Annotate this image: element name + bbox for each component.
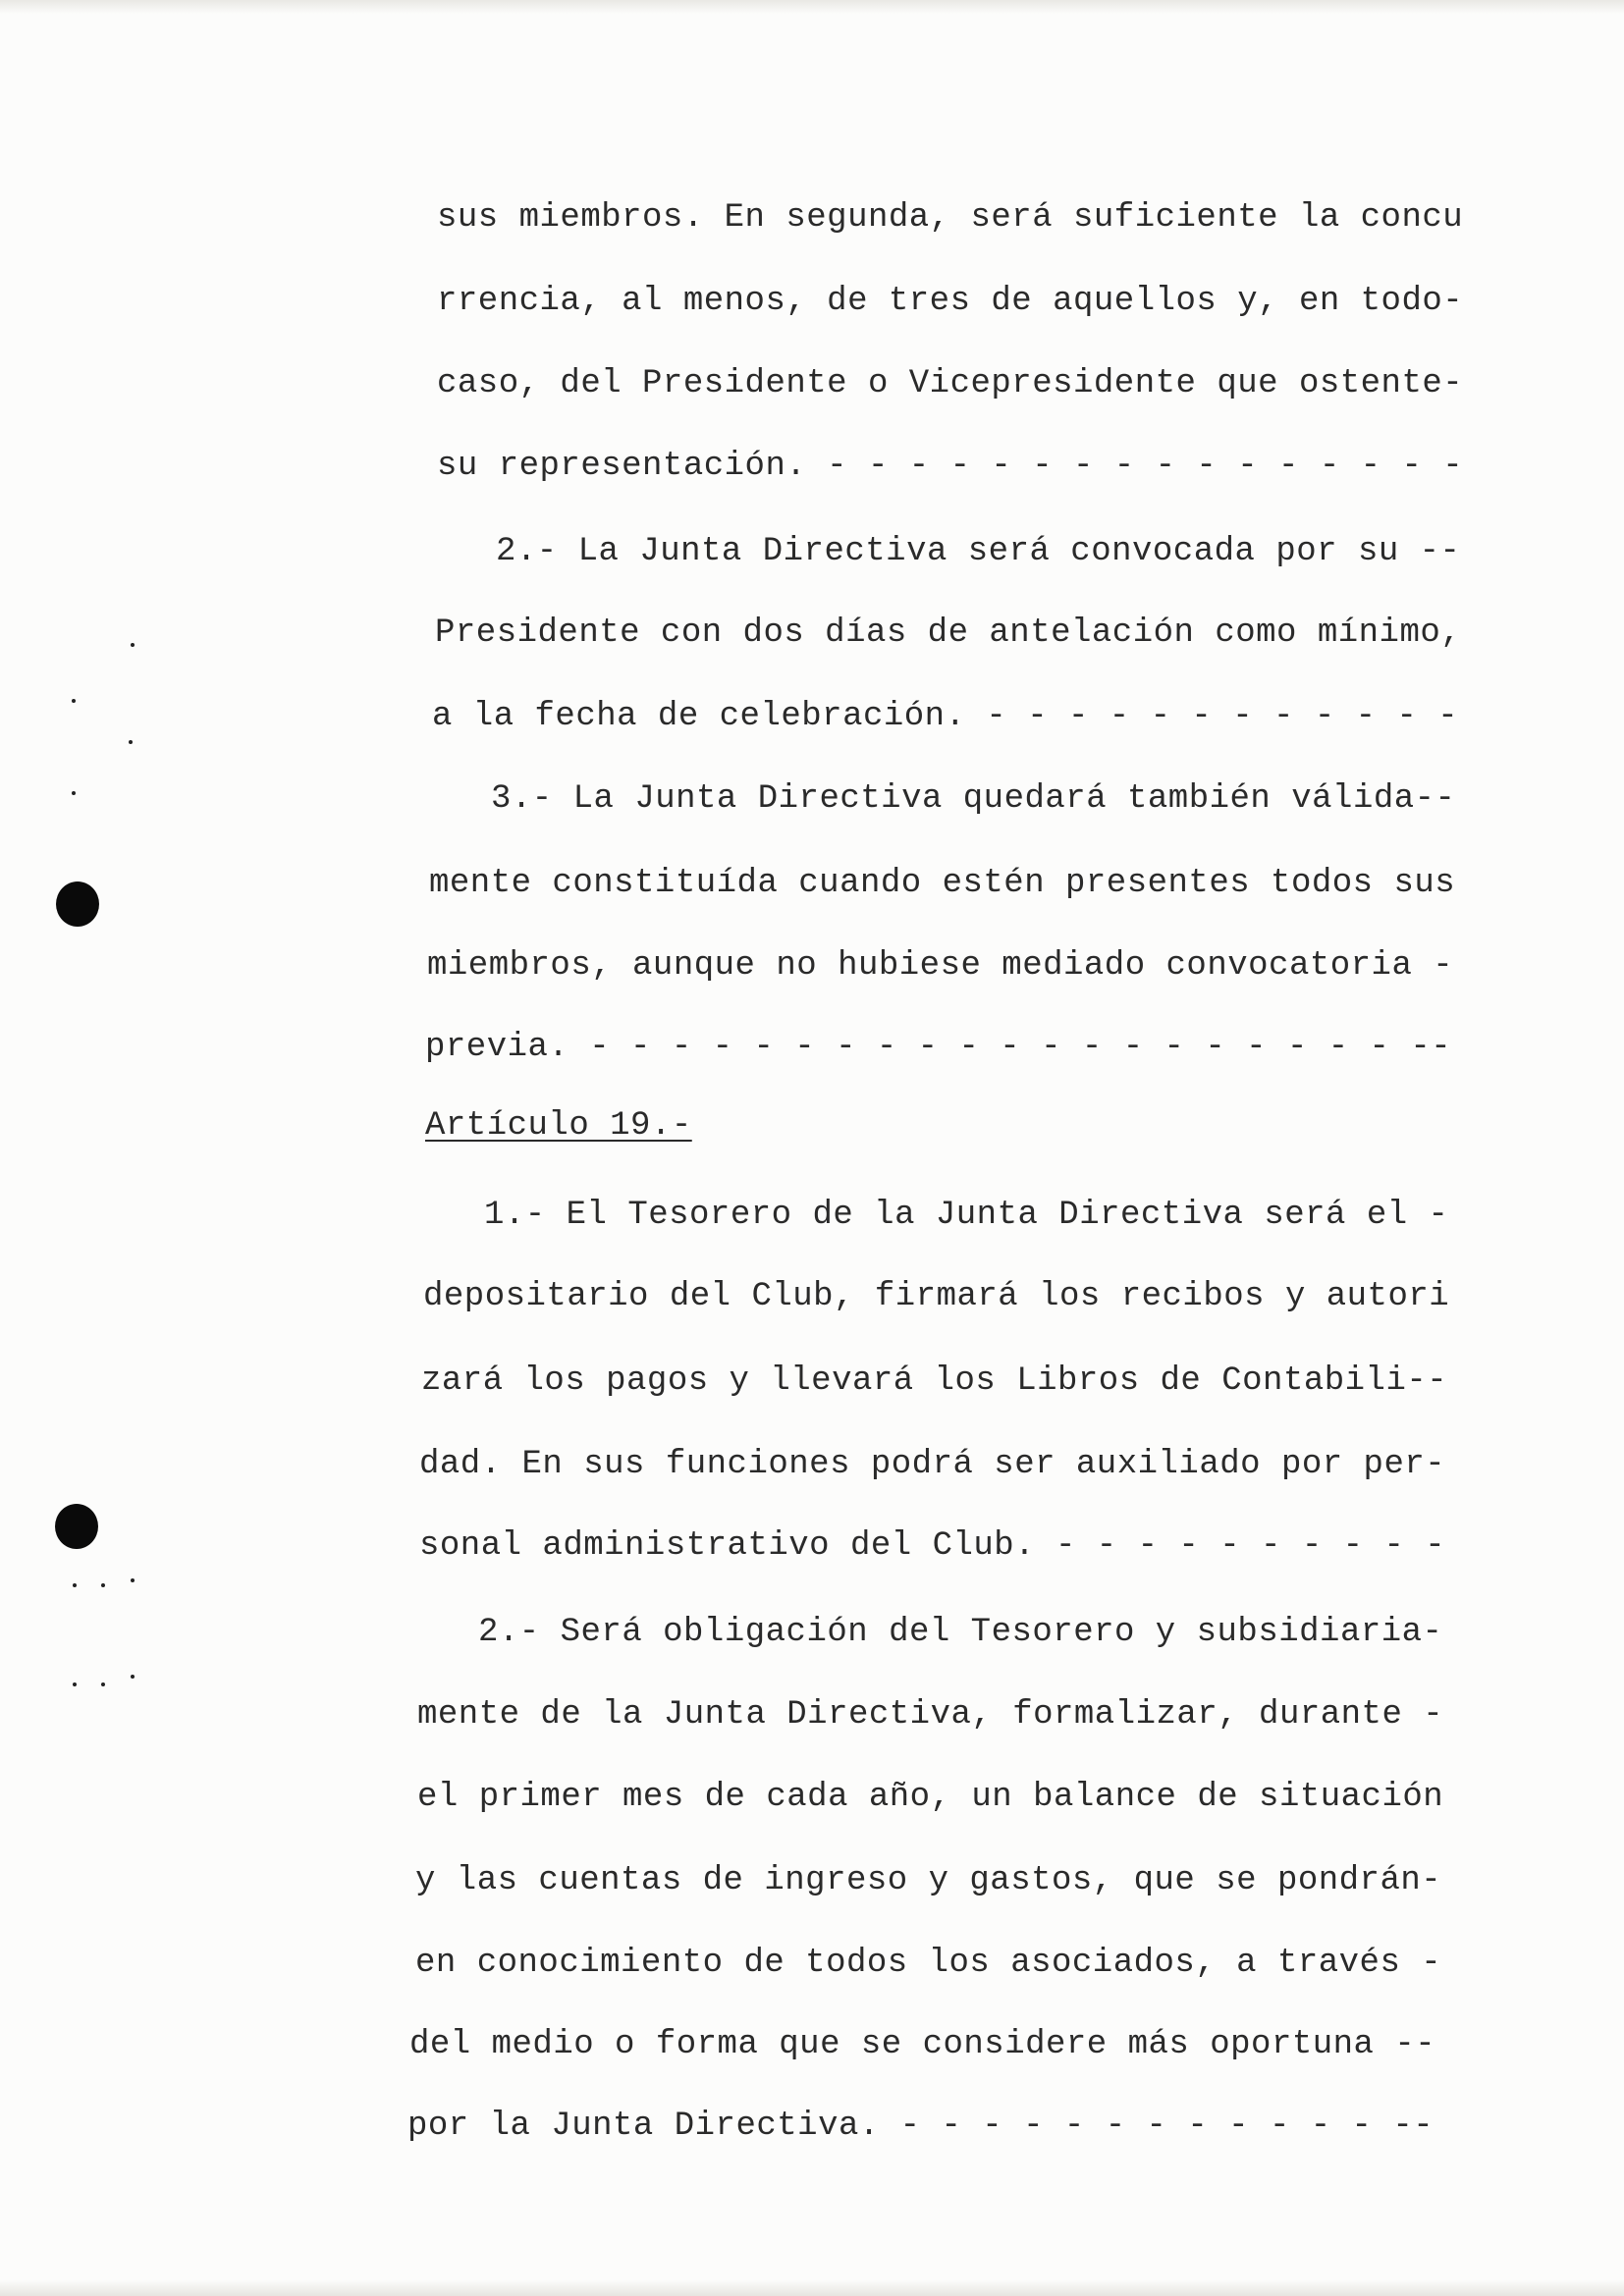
text-line: dad. En sus funciones podrá ser auxiliado por per- <box>419 1446 1446 1483</box>
speck <box>72 699 76 703</box>
text-line: su representación. - - - - - - - - - - - - - - - - <box>437 448 1464 485</box>
text-line: el primer mes de cada año, un balance de situación <box>417 1779 1444 1816</box>
text-line: rrencia, al menos, de tres de aquellos y, en todo- <box>437 283 1464 320</box>
speck <box>101 1682 105 1686</box>
text-line: sus miembros. En segunda, será suficiente la concu <box>437 199 1464 237</box>
text-line: mente constituída cuando estén presentes todos sus <box>429 865 1456 902</box>
text-line: 3.- La Junta Directiva quedará también válida-- <box>491 780 1456 818</box>
text-line: mente de la Junta Directiva, formalizar, durante - <box>417 1696 1444 1734</box>
text-line: zará los pagos y llevará los Libros de Contabili-- <box>421 1362 1448 1400</box>
speck <box>131 1578 135 1582</box>
text-line: previa. - - - - - - - - - - - - - - - - - - - - -- <box>425 1029 1452 1066</box>
speck <box>129 740 133 744</box>
text-line: a la fecha de celebración. - - - - - - - - - - - - <box>432 698 1459 735</box>
article-heading: Artículo 19.- <box>425 1107 692 1145</box>
page-top-edge <box>0 0 1624 14</box>
text-line: 2.- La Junta Directiva será convocada por su -- <box>496 533 1461 570</box>
text-line: del medio o forma que se considere más oportuna -- <box>409 2026 1436 2063</box>
text-line: caso, del Presidente o Vicepresidente que ostente- <box>437 365 1464 402</box>
text-line: en conocimiento de todos los asociados, a través - <box>415 1945 1442 1982</box>
text-line: 2.- Será obligación del Tesorero y subsidiaria- <box>478 1614 1443 1651</box>
text-line: sonal administrativo del Club. - - - - - - - - - - <box>419 1527 1446 1565</box>
text-line: Presidente con dos días de antelación como mínimo, <box>435 614 1462 652</box>
text-line: 1.- El Tesorero de la Junta Directiva será el - <box>484 1197 1449 1234</box>
punch-hole-upper <box>56 881 99 927</box>
punch-hole-lower <box>55 1504 98 1549</box>
text-line: miembros, aunque no hubiese mediado convocatoria - <box>427 947 1454 985</box>
text-line: y las cuentas de ingreso y gastos, que se pondrán- <box>415 1862 1442 1899</box>
speck <box>131 643 135 647</box>
speck <box>131 1675 135 1679</box>
text-line: por la Junta Directiva. - - - - - - - - - - - - -- <box>407 2108 1435 2145</box>
text-line: depositario del Club, firmará los recibos y autori <box>423 1278 1450 1315</box>
speck <box>73 1583 77 1587</box>
speck <box>73 1682 77 1686</box>
speck <box>72 791 76 795</box>
page-bottom-edge <box>0 2280 1624 2296</box>
speck <box>101 1583 105 1587</box>
